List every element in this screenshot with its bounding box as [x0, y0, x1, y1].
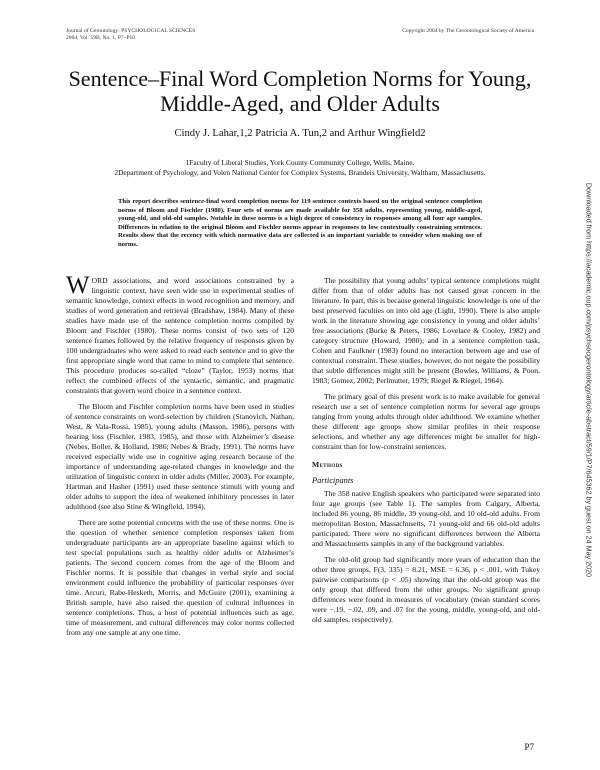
intro-paragraph-4: The possibility that young adults’ typical sentence completions might differ from that of older adults has not caused great concern in the literature. In part, this is because general linguistic knowledge is one of the best preserved faculties on into old age (Light, 1990). There is also ample work in the literature showing age consistency in young and older adults’ free associations (Burke & Peters, 1986; Lovelace & Cooley, 1982) and category structure (Howard, 1980); and in a sentence completion task, Cohen and Faulkner (1983) found no interaction between age and use of contextual constraint. These studies, however, do not negate the possibility that subtle differences might still be present (Bowles, Williams, & Poon, 1983; Gomez, 2002; Perlmutter, 1979; Riegel & Riegel, 1964). — [312, 276, 540, 385]
abstract: This report describes sentence-final word completion norms for 119 sentence contexts based on the original sentence completion norms of Bloom and Fischler (1980). Four sets of norms are made available for 358 adults, representing young, middle-aged, young-old, and old-old samples. Notable in these norms is a high degree of consistency in responses among all four age samples. Differences in relation to the original Bloom and Fischler norms appear in responses to low contextually constraining sentences. Results show that the recency with which normative data are collected is an important variable to consider when making use of norms. — [118, 198, 482, 248]
intro-paragraph-1 — [66, 272, 294, 396]
download-note: Downloaded from https://academic.oup.com/psychsocgerontology/article-abstract/59/1/P7/645362 by guest on 24 May 2020 — [584, 182, 594, 578]
author-list: Cindy J. Lahar,1,2 Patricia A. Tun,2 and Arthur Wingfield2 — [174, 128, 426, 139]
page-number: P7 — [524, 742, 534, 752]
intro-paragraph-5: The primary goal of this present work is to make available for general research use a set of sentence completion norms for several age groups ranging from young adults through older adulthood. We examine whether these different age groups show similar profiles in their response selections, and whether any age differences might be smaller for high-constraint than for low-constraint sentences. — [312, 392, 540, 451]
copyright-notice: Copyright 2004 by The Gerontological Society of America — [402, 28, 534, 34]
journal-header — [66, 28, 195, 42]
affiliation-2: 2Department of Psychology, and Volen National Center for Complex Systems, Brandeis University, Waltham, Massachusetts. — [114, 168, 486, 177]
right-column — [312, 276, 540, 631]
participants-paragraph-1: The 358 native English speakers who participated were separated into four age groups (see Table 1). The samples from Calgary, Alberta, included 86 young, 86 middle, 39 young-old, and 10 old-old adults. From metropolitan Boston, Massachusetts, 71 young-old and 66 old-old adults participated. There were no significant differences between the Alberta and Massachusetts samples in any of the background variables. — [312, 489, 540, 548]
methods-heading: Methods — [312, 460, 343, 469]
download-watermark — [584, 150, 594, 610]
journal-volume: 2004, Vol. 59B, No. 1, P7–P10 — [66, 35, 136, 41]
paper-title: Sentence–Final Word Completion Norms for Young, Middle-Aged, and Older Adults — [68, 66, 532, 116]
affiliations — [40, 158, 560, 178]
intro-text-1: ORD associations, and word associations constrained by a linguistic context, have seen wide use in experimental studies of semantic knowledge, context effects in word recognition and memory, and studies of word generation and retrieval (Bradshaw, 1984). Many of these studies have made use of the sentence completion norms compiled by Bloom and Fischler (1980). These norms consist of two sets of 120 sentence frames followed by the relative frequency of responses given by 100 undergraduates who were asked to read each sentence and to give the first appropriate single word that came to mind to complete that sentence. This procedure produces so-called “cloze” (Taylor, 1953) norms that reflect the combined effects of the syntactic, semantic, and pragmatic constraints that govern word choice in a sentence context. — [66, 276, 294, 395]
affiliation-1: 1Faculty of Liberal Studies, York County Community College, Wells, Maine. — [185, 158, 415, 167]
journal-name: Journal of Gerontology: PSYCHOLOGICAL SCIENCES — [66, 28, 196, 34]
intro-paragraph-3: There are some potential concerns with the use of these norms. One is the question of whether sentence completion responses taken from undergraduate participants are an appropriate baseline against which to test special populations such as healthy older adults or Alzheimer’s patients. The second concern comes from the age of the Bloom and Fischler norms. It is possible that changes in verbal style and social environment could influence the probability of particular responses over time. Arcuri, Rabe-Hesketh, Morris, and McGuire (2001), examining a British sample, have also raised the question of cultural influences in sentence completions. Thus, a host of potential influences such as age, time of measurement, and cultural differences may color norms collected from any one sample at any one time. — [66, 518, 294, 637]
intro-paragraph-2: The Bloom and Fischler completion norms have been used in studies of sentence constraints on word-selection by children (Stanovich, Nathan, West, & Vala-Rossi, 1985), young adults (Masson, 1986), persons with hearing loss (Fischler, 1983, 1985), and those with Alzheimer’s disease (Nebes, Boller, & Holland, 1986; Nebes & Brady, 1991). The norms have received especially wide use in cognitive aging research because of the importance of understanding age-related changes in knowledge and the utilization of linguistic context in older adults (Miller, 2003). For example, Hartman and Hasher (1991) used these sentence stimuli with young and older adults to support the idea of weakened inhibitory processes in later adulthood (see also Stine & Wingfield, 1994). — [66, 402, 294, 511]
participants-heading: Participants — [312, 476, 354, 485]
drop-cap: W — [66, 272, 90, 299]
left-column — [66, 272, 294, 644]
participants-paragraph-2: The old-old group had significantly more years of education than the other three groups, F(3, 335) = 8.21, MSE = 6.36, p < .001, with Tukey pairwise comparisons (p < .05) showing that the old-old group was the only group that differed from the other groups. No significant group differences were found in measures of vocabulary (mean standard scores were −.19, −.02, .09, and .07 for the young, middle, young-old, and old-old samples, respectively). — [312, 555, 540, 624]
